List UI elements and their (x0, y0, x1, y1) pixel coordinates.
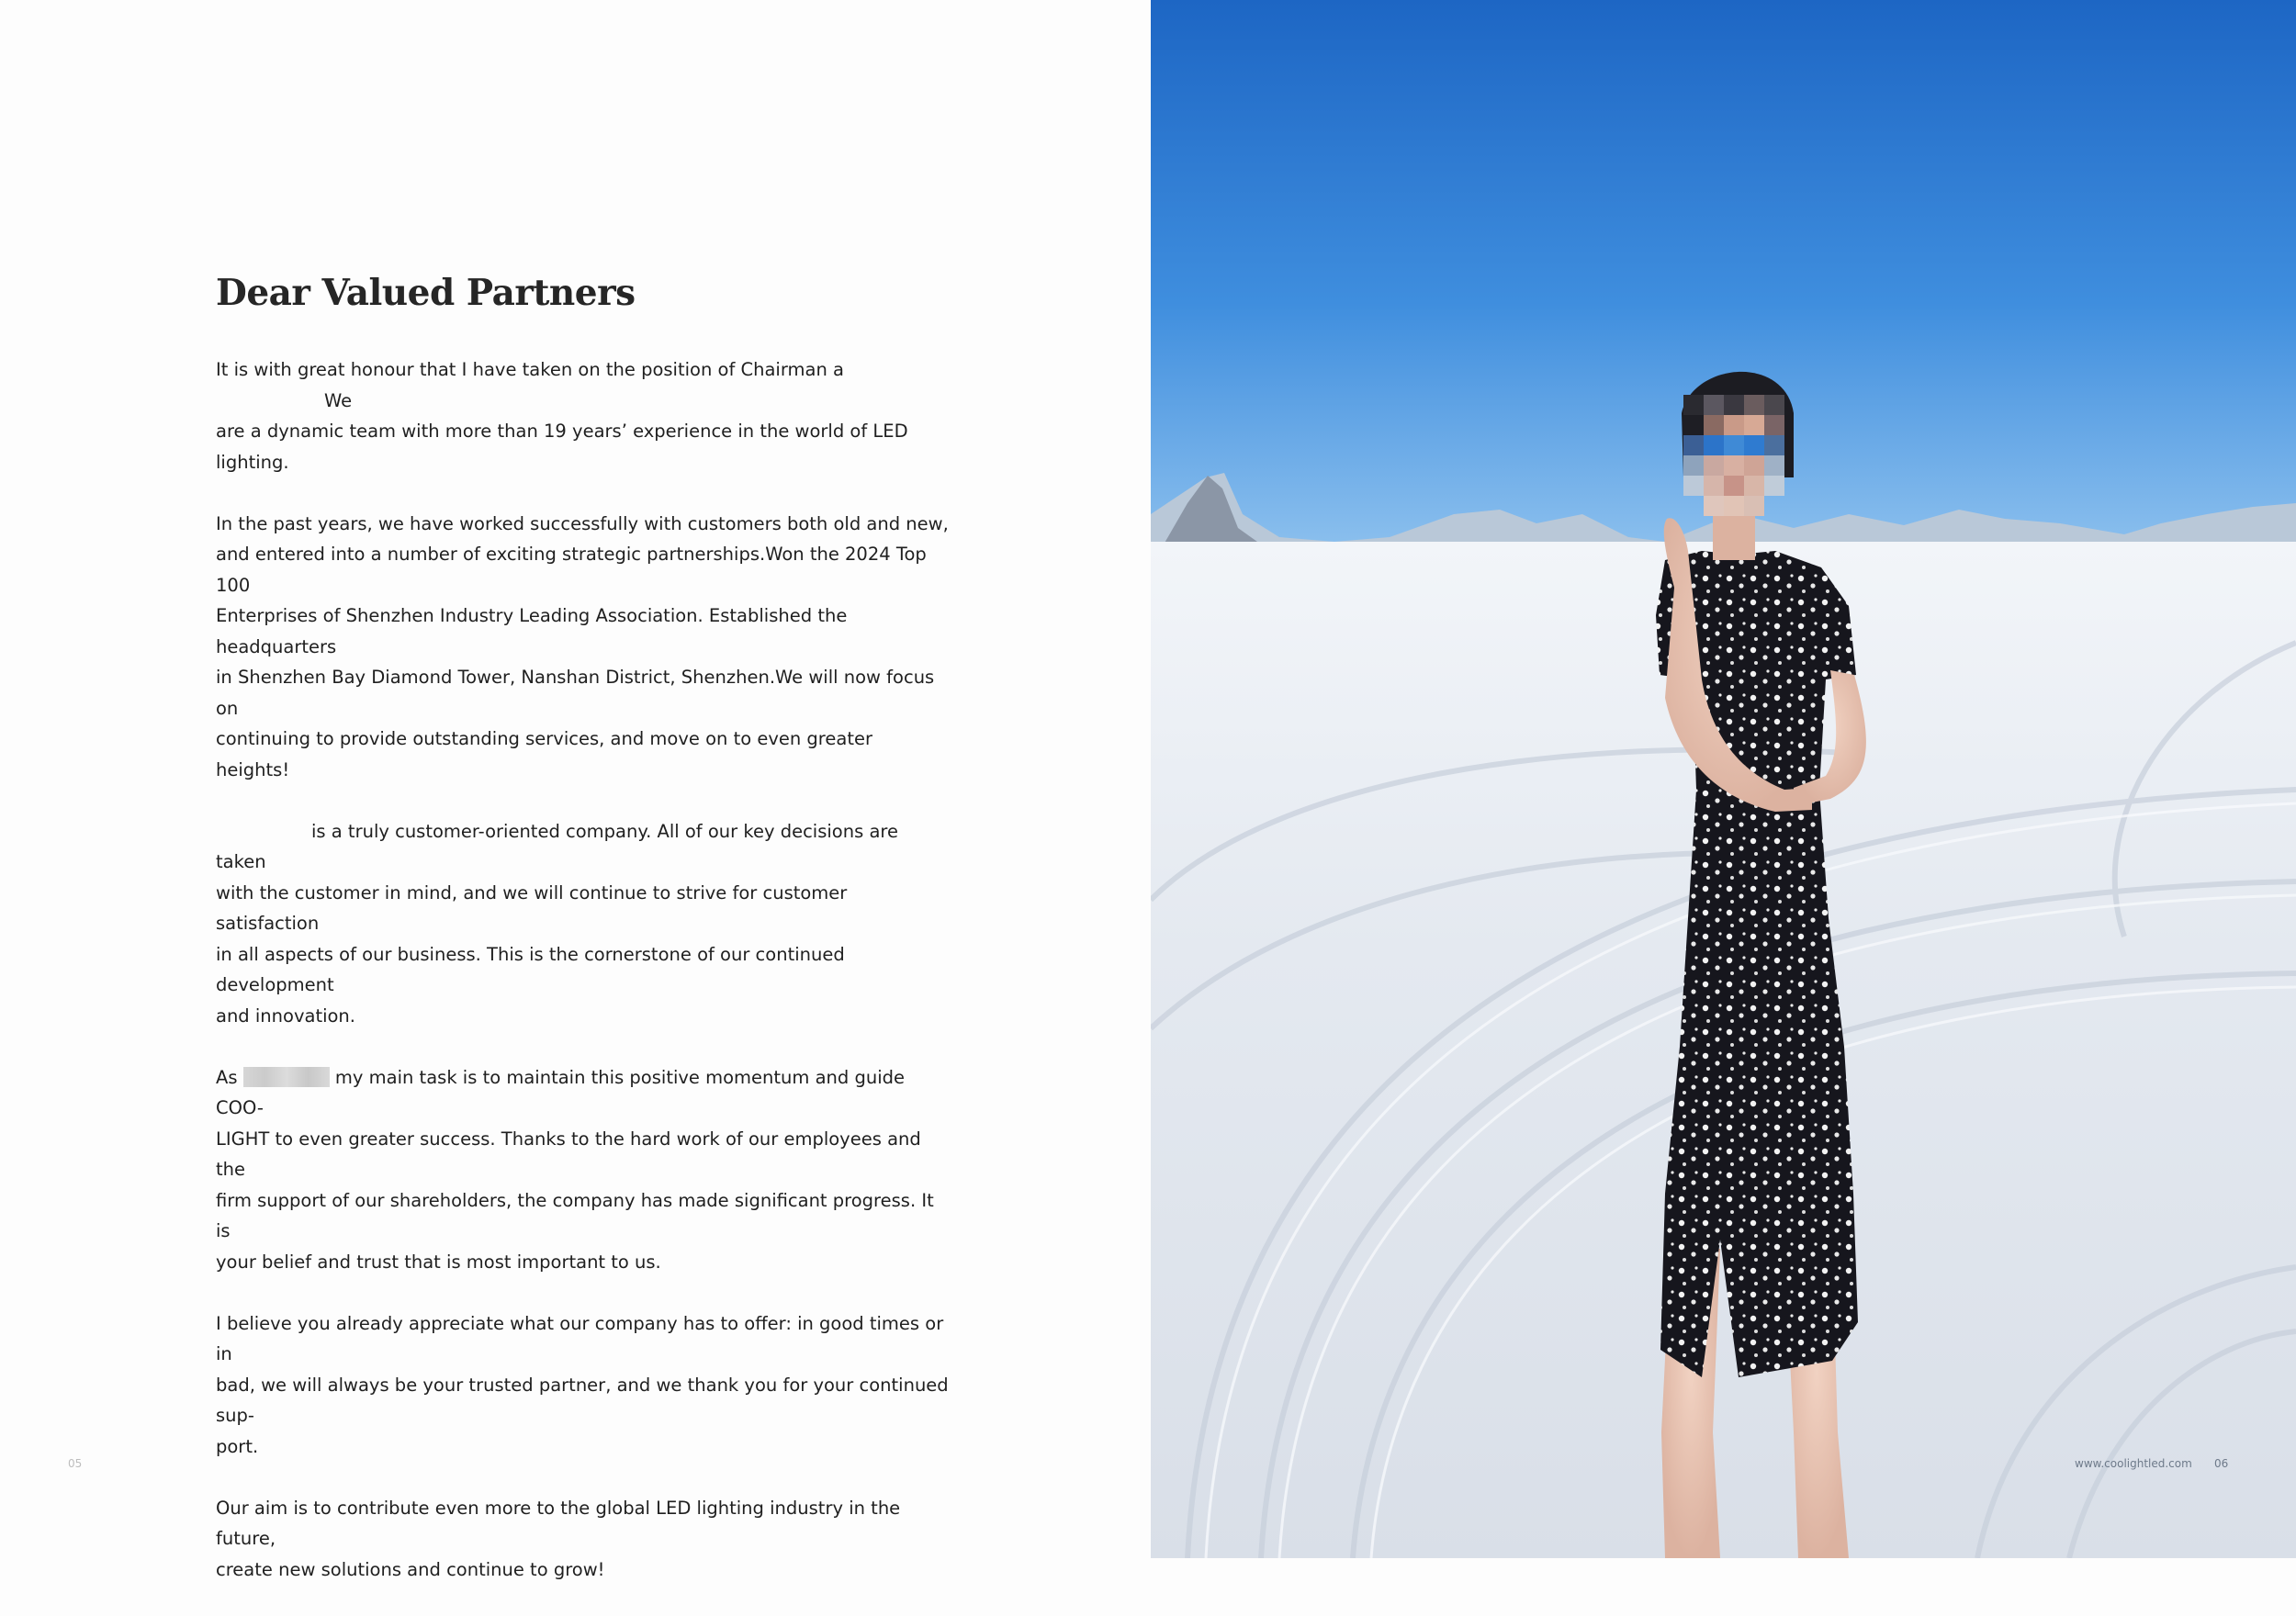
paragraph-1-start: It is with great honour that I have taken on the position of Chairman a (216, 359, 844, 380)
letter-heading: Dear Valued Partners (216, 272, 636, 314)
redacted-blank (216, 391, 324, 408)
blurred-title (243, 1067, 330, 1087)
left-page (0, 0, 1151, 1580)
paragraph-1-end: We are a dynamic team with more than 19 years’ experience in the world of LED lighting. (216, 389, 908, 473)
paragraph-4 (216, 1062, 951, 1278)
paragraph-1 (216, 354, 951, 477)
snow-landscape-photo (1151, 0, 2296, 1558)
paragraph-3-text: is a truly customer-oriented company. All of our key decisions are taken with the customer in mind, and we will continue to strive for customer satisfaction in all aspects of our business. This is the cornerstone of our continued development and innovation. (216, 820, 898, 1027)
page-number-left: 05 (68, 1457, 83, 1470)
page-number-right: 06 (2214, 1457, 2229, 1470)
letter-body (216, 354, 951, 1616)
redacted-blank (216, 822, 311, 838)
right-page (1151, 0, 2296, 1558)
paragraph-5: I believe you already appreciate what our company has to offer: in good times or in bad, we will always be your trusted partner, and we thank you for your continued sup- port. (216, 1312, 949, 1457)
paragraph-6: Our aim is to contribute even more to the global LED lighting industry in the future, create new solutions and continue to grow! (216, 1497, 901, 1580)
paragraph-4-start: As (216, 1066, 238, 1088)
paragraph-4-end: my main task is to maintain this positive momentum and guide COO- LIGHT to even greater success. Thanks to the hard work of our employees and the firm support of our shareholders, the company has made significant progress. It is your belief and trust that is most important to us. (216, 1066, 934, 1273)
paragraph-2: In the past years, we have worked successfully with customers both old and new, and entered into a number of exciting strategic partnerships.Won the 2024 Top 100 Enterprises of Shenzhen Industry Leading Association. Established the headquarters in Shenzhen Bay Diamond Tower, Nanshan District, Shenzhen.We will now focus on continuing to provide outstanding services, and move on to even greater heights! (216, 512, 949, 780)
website-url: www.coolightled.com (2075, 1457, 2192, 1470)
paragraph-3 (216, 816, 951, 1032)
